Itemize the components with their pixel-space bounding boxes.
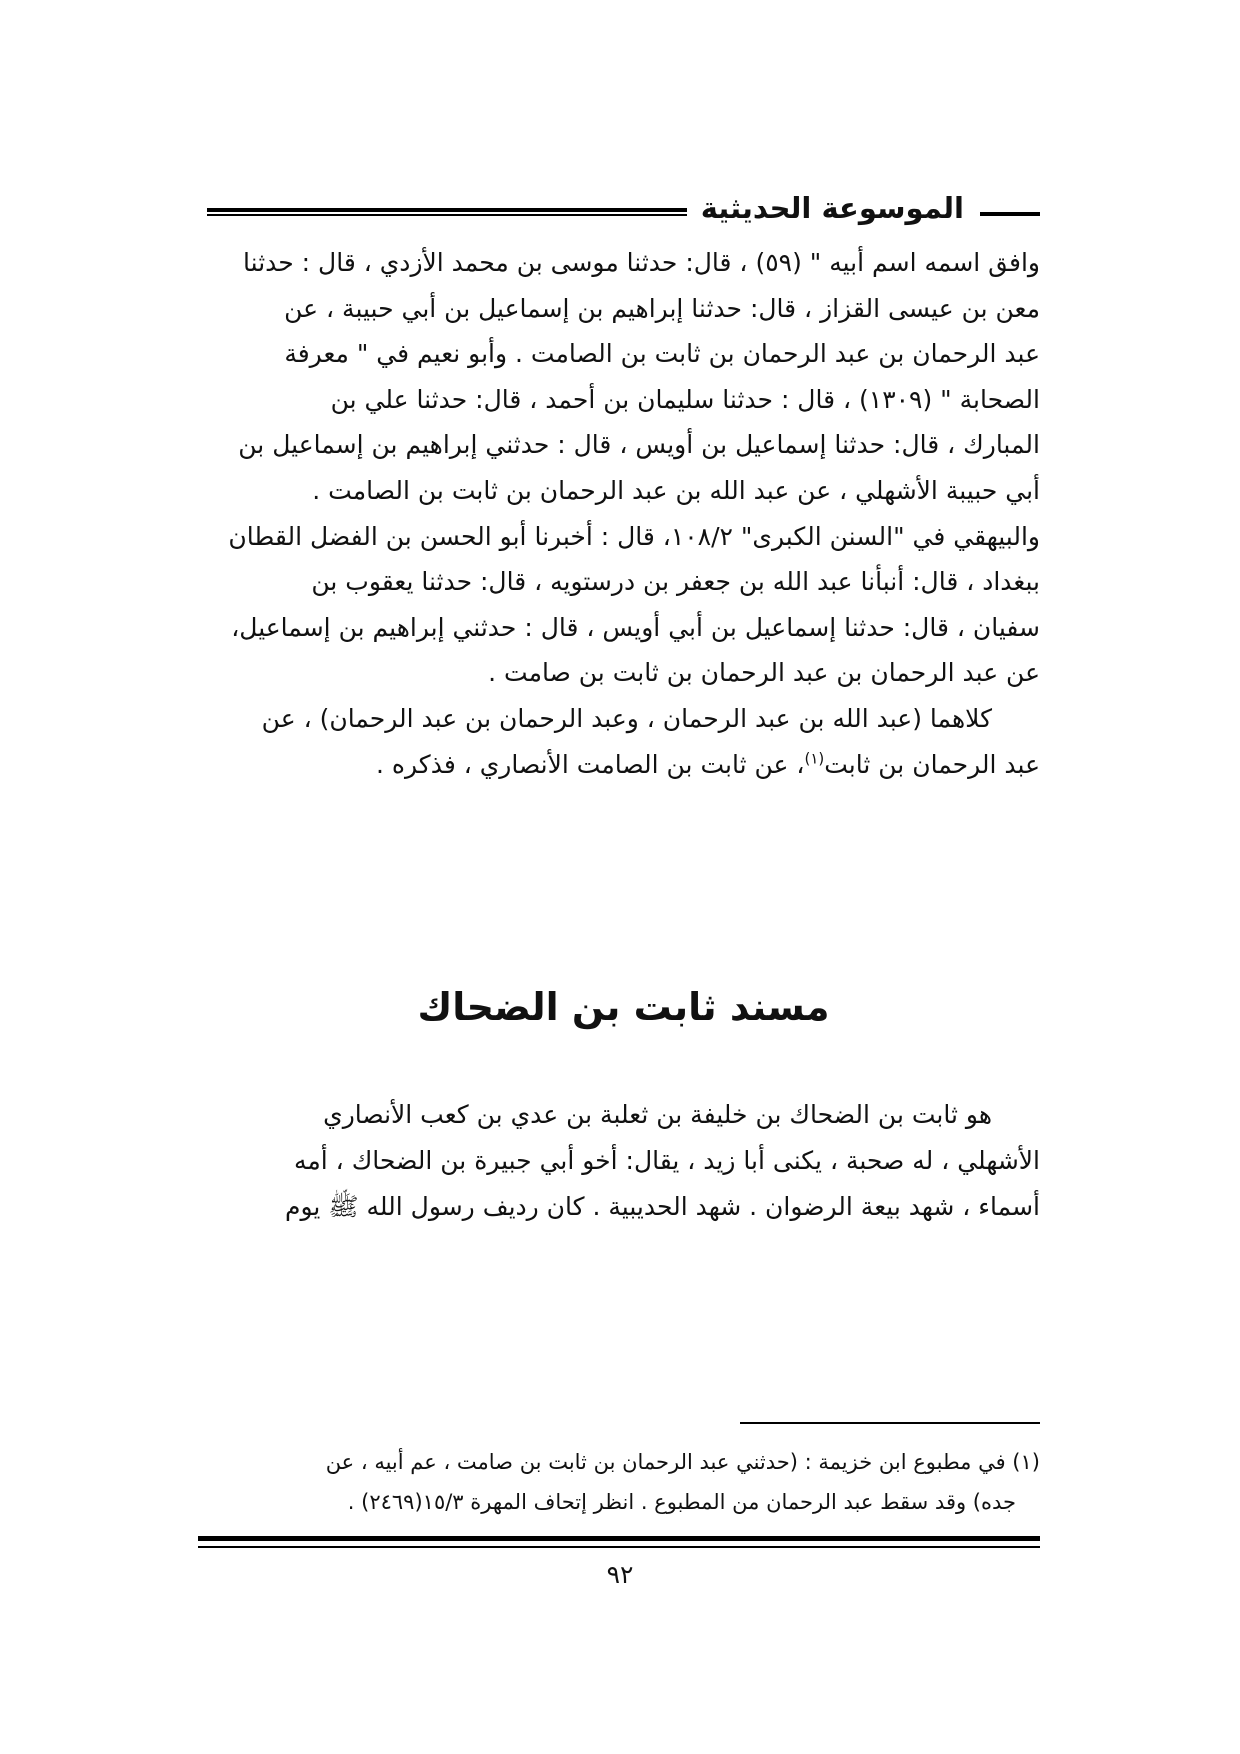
header-rule-short — [980, 212, 1040, 216]
text-line: أسماء ، شهد بيعة الرضوان . شهد الحديبية . كان رديف رسول الله ﷺ يوم — [285, 1192, 1040, 1221]
header-rule-thin — [207, 214, 737, 216]
text-line: الأشهلي ، له صحبة ، يكنى أبا زيد ، يقال: أخو أبي جبيرة بن الضحاك ، أمه — [294, 1146, 1040, 1175]
text-line: المبارك ، قال: حدثنا إسماعيل بن أويس ، قال : حدثني إبراهيم بن إسماعيل بن — [238, 430, 1040, 460]
page-number: ٩٢ — [606, 1560, 634, 1589]
text-fragment: عبد الرحمان بن ثابت — [824, 749, 1040, 779]
section-heading: مسند ثابت بن الضحاك — [417, 985, 830, 1029]
header-title: الموسوعة الحديثية — [687, 188, 978, 228]
text-line: معن بن عيسى القزاز ، قال: حدثنا إبراهيم بن إسماعيل بن أبي حبيبة ، عن — [284, 293, 1040, 323]
main-text — [207, 240, 1040, 787]
header-rule — [207, 208, 737, 212]
text-line: ببغداد ، قال: أنبأنا عبد الله بن جعفر بن درستويه ، قال: حدثنا يعقوب بن — [311, 567, 1040, 597]
text-line: والبيهقي في "السنن الكبرى" ١٠٨/٢، قال : أخبرنا أبو الحسن بن الفضل القطان — [228, 521, 1040, 551]
section-text — [207, 1092, 1040, 1230]
footnote — [207, 1442, 1040, 1522]
text-line — [207, 742, 1040, 788]
footnote-line: (١) في مطبوع ابن خزيمة : (حدثني عبد الرحمان بن ثابت بن صامت ، عم أبيه ، عن — [325, 1450, 1040, 1474]
footnote-separator — [740, 1422, 1040, 1424]
text-line: سفيان ، قال: حدثنا إسماعيل بن أبي أويس ، قال : حدثني إبراهيم بن إسماعيل، — [231, 612, 1040, 642]
text-fragment: ، عن ثابت بن الصامت الأنصاري ، فذكره . — [376, 749, 805, 779]
text-line: عن عبد الرحمان بن عبد الرحمان بن ثابت بن صامت . — [488, 658, 1040, 688]
running-header — [207, 190, 1040, 230]
footer-rule-thin — [198, 1546, 1040, 1548]
footnote-line: جده) وقد سقط عبد الرحمان من المطبوع . انظر إتحاف المهرة ١٥/٣(٢٤٦٩) . — [347, 1490, 1016, 1514]
text-line: الصحابة " (١٣٠٩) ، قال : حدثنا سليمان بن أحمد ، قال: حدثنا علي بن — [330, 384, 1040, 414]
text-line: كلاهما (عبد الله بن عبد الرحمان ، وعبد الرحمان بن عبد الرحمان) ، عن — [261, 703, 992, 733]
footer-rule — [198, 1536, 1040, 1541]
text-line: عبد الرحمان بن عبد الرحمان بن ثابت بن الصامت . وأبو نعيم في " معرفة — [284, 339, 1040, 369]
text-line: وافق اسمه اسم أبيه " (٥٩) ، قال: حدثنا موسى بن محمد الأزدي ، قال : حدثنا — [243, 248, 1040, 277]
text-line: أبي حبيبة الأشهلي ، عن عبد الله بن عبد الرحمان بن ثابت بن الصامت . — [312, 475, 1040, 505]
footnote-reference[interactable]: (١) — [804, 749, 825, 768]
text-line: هو ثابت بن الضحاك بن خليفة بن ثعلبة بن عدي بن كعب الأنصاري — [323, 1100, 992, 1129]
